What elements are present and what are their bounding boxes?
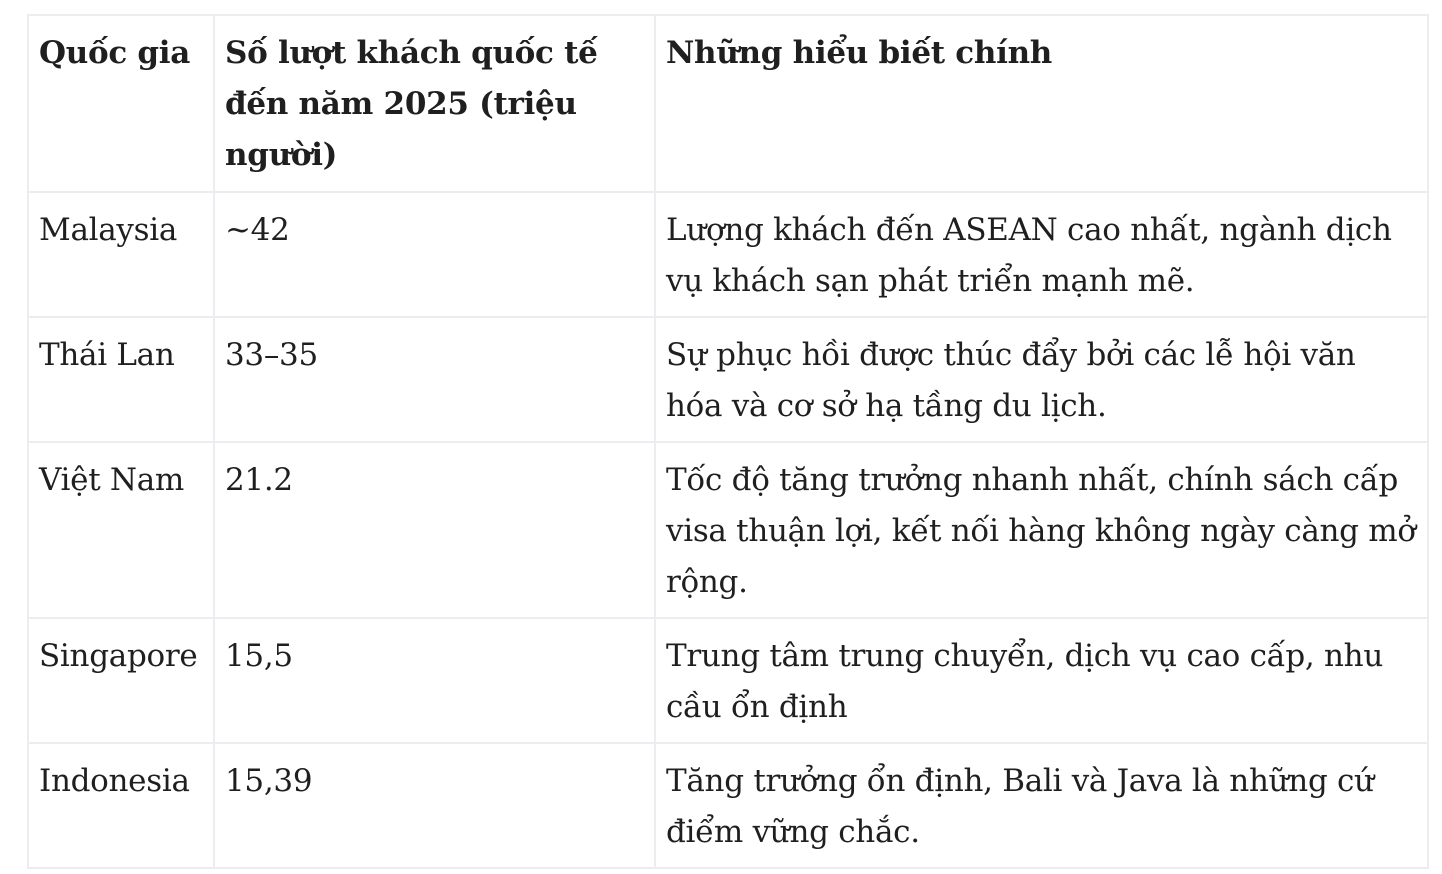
cell-country: Việt Nam: [28, 442, 214, 618]
cell-country: Malaysia: [28, 192, 214, 317]
cell-insight: Trung tâm trung chuyển, dịch vụ cao cấp, nhu cầu ổn định: [655, 618, 1428, 743]
tourism-table-container: [27, 14, 1427, 869]
table-row: [28, 317, 1428, 442]
cell-insight: Tốc độ tăng trưởng nhanh nhất, chính sách cấp visa thuận lợi, kết nối hàng không ngày càng mở rộng.: [655, 442, 1428, 618]
table-row: [28, 192, 1428, 317]
table-row: [28, 442, 1428, 618]
cell-country: Indonesia: [28, 743, 214, 868]
header-row: [28, 15, 1428, 192]
header-insights: Những hiểu biết chính: [655, 15, 1428, 192]
cell-insight: Sự phục hồi được thúc đẩy bởi các lễ hội văn hóa và cơ sở hạ tầng du lịch.: [655, 317, 1428, 442]
cell-insight: Tăng trưởng ổn định, Bali và Java là những cứ điểm vững chắc.: [655, 743, 1428, 868]
table-header: [28, 15, 1428, 192]
cell-country: Singapore: [28, 618, 214, 743]
table-row: [28, 618, 1428, 743]
header-arrivals: Số lượt khách quốc tế đến năm 2025 (triệu người): [214, 15, 655, 192]
cell-arrivals: 15,39: [214, 743, 655, 868]
table-body: [28, 192, 1428, 868]
tourism-table: [27, 14, 1429, 869]
cell-insight: Lượng khách đến ASEAN cao nhất, ngành dịch vụ khách sạn phát triển mạnh mẽ.: [655, 192, 1428, 317]
table-row: [28, 743, 1428, 868]
cell-arrivals: 15,5: [214, 618, 655, 743]
cell-arrivals: ~42: [214, 192, 655, 317]
header-country: Quốc gia: [28, 15, 214, 192]
cell-arrivals: 21.2: [214, 442, 655, 618]
cell-arrivals: 33–35: [214, 317, 655, 442]
cell-country: Thái Lan: [28, 317, 214, 442]
